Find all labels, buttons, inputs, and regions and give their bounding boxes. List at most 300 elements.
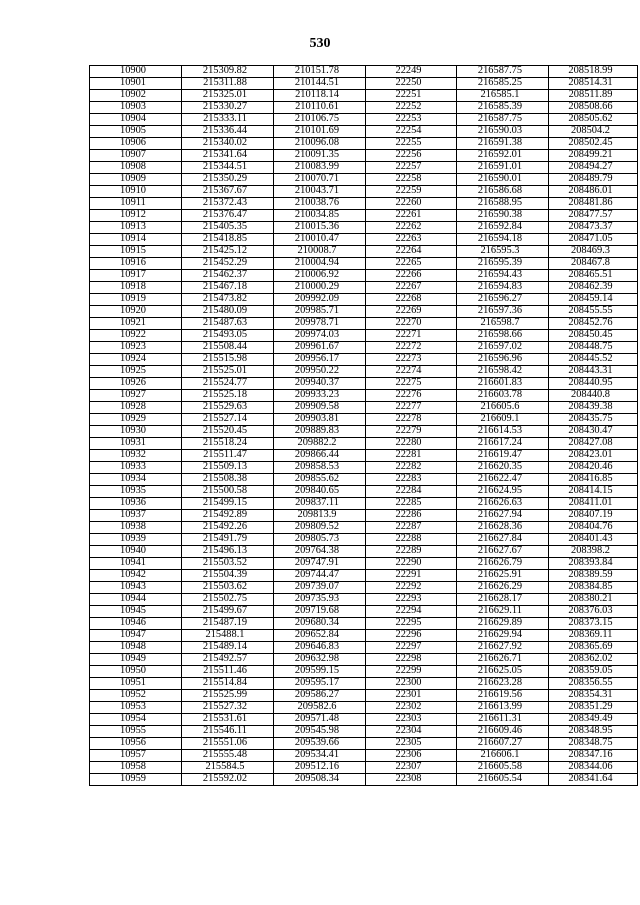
table-cell-point-id: 22278 bbox=[366, 414, 457, 426]
table-cell-y-coordinate: 208344.06 bbox=[549, 762, 638, 774]
table-cell-x-coordinate: 216619.56 bbox=[457, 690, 549, 702]
table-row bbox=[90, 114, 638, 126]
table-row bbox=[90, 258, 638, 270]
table-cell-y-coordinate: 210083.99 bbox=[274, 162, 366, 174]
table-cell-point-id: 10949 bbox=[90, 654, 182, 666]
table-cell-point-id: 22294 bbox=[366, 606, 457, 618]
table-cell-point-id: 10930 bbox=[90, 426, 182, 438]
table-cell-point-id: 22303 bbox=[366, 714, 457, 726]
table-cell-point-id: 22295 bbox=[366, 618, 457, 630]
table-cell-x-coordinate: 215405.35 bbox=[182, 222, 274, 234]
table-cell-y-coordinate: 209595.17 bbox=[274, 678, 366, 690]
table-cell-point-id: 10917 bbox=[90, 270, 182, 282]
table-cell-y-coordinate: 210015.36 bbox=[274, 222, 366, 234]
table-cell-x-coordinate: 215511.47 bbox=[182, 450, 274, 462]
table-cell-x-coordinate: 215503.62 bbox=[182, 582, 274, 594]
table-row bbox=[90, 666, 638, 678]
table-cell-y-coordinate: 210091.35 bbox=[274, 150, 366, 162]
table-cell-x-coordinate: 215504.39 bbox=[182, 570, 274, 582]
table-cell-point-id: 10939 bbox=[90, 534, 182, 546]
table-cell-x-coordinate: 215492.57 bbox=[182, 654, 274, 666]
table-cell-y-coordinate: 208354.31 bbox=[549, 690, 638, 702]
table-cell-x-coordinate: 216601.83 bbox=[457, 378, 549, 390]
table-cell-x-coordinate: 216597.02 bbox=[457, 342, 549, 354]
table-row bbox=[90, 678, 638, 690]
coordinates-table bbox=[89, 65, 638, 786]
table-cell-x-coordinate: 216592.01 bbox=[457, 150, 549, 162]
table-cell-point-id: 22299 bbox=[366, 666, 457, 678]
table-cell-x-coordinate: 215546.11 bbox=[182, 726, 274, 738]
table-row bbox=[90, 210, 638, 222]
table-cell-point-id: 10928 bbox=[90, 402, 182, 414]
table-cell-x-coordinate: 216614.53 bbox=[457, 426, 549, 438]
table-cell-point-id: 10926 bbox=[90, 378, 182, 390]
table-cell-x-coordinate: 215492.26 bbox=[182, 522, 274, 534]
table-cell-x-coordinate: 215344.51 bbox=[182, 162, 274, 174]
table-cell-y-coordinate: 209882.2 bbox=[274, 438, 366, 450]
table-cell-x-coordinate: 215500.58 bbox=[182, 486, 274, 498]
table-cell-x-coordinate: 216594.43 bbox=[457, 270, 549, 282]
table-cell-point-id: 10940 bbox=[90, 546, 182, 558]
table-cell-point-id: 10920 bbox=[90, 306, 182, 318]
table-cell-y-coordinate: 210118.14 bbox=[274, 90, 366, 102]
table-row bbox=[90, 294, 638, 306]
table-row bbox=[90, 90, 638, 102]
table-cell-point-id: 10907 bbox=[90, 150, 182, 162]
table-cell-x-coordinate: 216626.71 bbox=[457, 654, 549, 666]
table-cell-x-coordinate: 215425.12 bbox=[182, 246, 274, 258]
table-cell-x-coordinate: 216607.27 bbox=[457, 738, 549, 750]
table-cell-point-id: 22308 bbox=[366, 774, 457, 786]
table-cell-x-coordinate: 215527.14 bbox=[182, 414, 274, 426]
table-cell-point-id: 10956 bbox=[90, 738, 182, 750]
table-row bbox=[90, 714, 638, 726]
table-cell-point-id: 22298 bbox=[366, 654, 457, 666]
table-cell-point-id: 22305 bbox=[366, 738, 457, 750]
table-cell-x-coordinate: 216605.54 bbox=[457, 774, 549, 786]
table-cell-x-coordinate: 216606.1 bbox=[457, 750, 549, 762]
table-cell-y-coordinate: 210038.76 bbox=[274, 198, 366, 210]
table-cell-y-coordinate: 208347.16 bbox=[549, 750, 638, 762]
table-cell-x-coordinate: 216629.94 bbox=[457, 630, 549, 642]
coordinates-table-body bbox=[90, 66, 638, 786]
table-cell-x-coordinate: 216629.11 bbox=[457, 606, 549, 618]
table-row bbox=[90, 702, 638, 714]
table-cell-point-id: 10914 bbox=[90, 234, 182, 246]
table-cell-point-id: 22259 bbox=[366, 186, 457, 198]
table-cell-y-coordinate: 208404.76 bbox=[549, 522, 638, 534]
table-cell-x-coordinate: 215518.24 bbox=[182, 438, 274, 450]
table-row bbox=[90, 354, 638, 366]
table-row bbox=[90, 378, 638, 390]
table-cell-point-id: 10945 bbox=[90, 606, 182, 618]
table-cell-point-id: 22251 bbox=[366, 90, 457, 102]
table-cell-y-coordinate: 208467.8 bbox=[549, 258, 638, 270]
table-cell-point-id: 22287 bbox=[366, 522, 457, 534]
table-cell-y-coordinate: 208423.01 bbox=[549, 450, 638, 462]
table-row bbox=[90, 462, 638, 474]
table-cell-y-coordinate: 208362.02 bbox=[549, 654, 638, 666]
table-cell-x-coordinate: 216619.47 bbox=[457, 450, 549, 462]
table-row bbox=[90, 594, 638, 606]
table-cell-x-coordinate: 216609.1 bbox=[457, 414, 549, 426]
table-cell-x-coordinate: 216622.47 bbox=[457, 474, 549, 486]
table-cell-y-coordinate: 208435.75 bbox=[549, 414, 638, 426]
table-cell-x-coordinate: 216585.25 bbox=[457, 78, 549, 90]
table-row bbox=[90, 306, 638, 318]
table-cell-y-coordinate: 210070.71 bbox=[274, 174, 366, 186]
table-cell-y-coordinate: 209889.83 bbox=[274, 426, 366, 438]
table-cell-y-coordinate: 208351.29 bbox=[549, 702, 638, 714]
table-cell-point-id: 10936 bbox=[90, 498, 182, 510]
table-cell-point-id: 10902 bbox=[90, 90, 182, 102]
table-cell-y-coordinate: 209940.37 bbox=[274, 378, 366, 390]
table-cell-x-coordinate: 215311.88 bbox=[182, 78, 274, 90]
table-cell-point-id: 22273 bbox=[366, 354, 457, 366]
table-cell-y-coordinate: 209933.23 bbox=[274, 390, 366, 402]
table-cell-y-coordinate: 210110.61 bbox=[274, 102, 366, 114]
table-cell-y-coordinate: 209735.93 bbox=[274, 594, 366, 606]
table-cell-x-coordinate: 215511.46 bbox=[182, 666, 274, 678]
table-cell-x-coordinate: 215340.02 bbox=[182, 138, 274, 150]
table-cell-point-id: 22261 bbox=[366, 210, 457, 222]
table-cell-x-coordinate: 216590.38 bbox=[457, 210, 549, 222]
table-cell-x-coordinate: 216605.58 bbox=[457, 762, 549, 774]
table-cell-x-coordinate: 215487.63 bbox=[182, 318, 274, 330]
table-row bbox=[90, 498, 638, 510]
table-cell-y-coordinate: 208440.95 bbox=[549, 378, 638, 390]
table-cell-x-coordinate: 216629.89 bbox=[457, 618, 549, 630]
table-row bbox=[90, 690, 638, 702]
table-cell-x-coordinate: 216588.95 bbox=[457, 198, 549, 210]
table-cell-y-coordinate: 209534.41 bbox=[274, 750, 366, 762]
table-cell-point-id: 22254 bbox=[366, 126, 457, 138]
table-cell-x-coordinate: 216597.36 bbox=[457, 306, 549, 318]
table-cell-x-coordinate: 215525.99 bbox=[182, 690, 274, 702]
table-cell-y-coordinate: 208416.85 bbox=[549, 474, 638, 486]
table-cell-point-id: 10918 bbox=[90, 282, 182, 294]
table-row bbox=[90, 162, 638, 174]
table-row bbox=[90, 174, 638, 186]
table-cell-x-coordinate: 216609.46 bbox=[457, 726, 549, 738]
table-cell-y-coordinate: 209739.07 bbox=[274, 582, 366, 594]
table-cell-point-id: 22284 bbox=[366, 486, 457, 498]
table-cell-y-coordinate: 209545.98 bbox=[274, 726, 366, 738]
table-row bbox=[90, 654, 638, 666]
table-cell-x-coordinate: 215529.63 bbox=[182, 402, 274, 414]
table-cell-point-id: 22304 bbox=[366, 726, 457, 738]
table-cell-point-id: 22267 bbox=[366, 282, 457, 294]
table-cell-x-coordinate: 216598.42 bbox=[457, 366, 549, 378]
table-cell-x-coordinate: 216587.75 bbox=[457, 114, 549, 126]
table-cell-x-coordinate: 215473.82 bbox=[182, 294, 274, 306]
table-cell-x-coordinate: 215509.13 bbox=[182, 462, 274, 474]
table-cell-point-id: 22275 bbox=[366, 378, 457, 390]
table-cell-y-coordinate: 209961.67 bbox=[274, 342, 366, 354]
table-cell-point-id: 10909 bbox=[90, 174, 182, 186]
table-cell-point-id: 10922 bbox=[90, 330, 182, 342]
table-cell-point-id: 10934 bbox=[90, 474, 182, 486]
table-cell-point-id: 22263 bbox=[366, 234, 457, 246]
table-cell-y-coordinate: 208518.99 bbox=[549, 66, 638, 78]
table-cell-x-coordinate: 216586.68 bbox=[457, 186, 549, 198]
table-cell-y-coordinate: 209539.66 bbox=[274, 738, 366, 750]
table-cell-point-id: 10913 bbox=[90, 222, 182, 234]
table-cell-x-coordinate: 215515.98 bbox=[182, 354, 274, 366]
table-cell-y-coordinate: 209646.83 bbox=[274, 642, 366, 654]
table-row bbox=[90, 738, 638, 750]
table-cell-point-id: 22289 bbox=[366, 546, 457, 558]
table-cell-point-id: 10941 bbox=[90, 558, 182, 570]
table-cell-point-id: 22253 bbox=[366, 114, 457, 126]
table-cell-y-coordinate: 208401.43 bbox=[549, 534, 638, 546]
table-cell-x-coordinate: 216625.91 bbox=[457, 570, 549, 582]
table-cell-point-id: 22296 bbox=[366, 630, 457, 642]
table-cell-x-coordinate: 216591.01 bbox=[457, 162, 549, 174]
table-cell-point-id: 22262 bbox=[366, 222, 457, 234]
table-cell-y-coordinate: 208445.52 bbox=[549, 354, 638, 366]
table-cell-y-coordinate: 208407.19 bbox=[549, 510, 638, 522]
table-cell-x-coordinate: 215502.75 bbox=[182, 594, 274, 606]
table-row bbox=[90, 150, 638, 162]
table-cell-x-coordinate: 215309.82 bbox=[182, 66, 274, 78]
table-cell-y-coordinate: 208393.84 bbox=[549, 558, 638, 570]
table-row bbox=[90, 630, 638, 642]
table-cell-point-id: 10943 bbox=[90, 582, 182, 594]
table-cell-x-coordinate: 216598.66 bbox=[457, 330, 549, 342]
table-cell-point-id: 22257 bbox=[366, 162, 457, 174]
table-cell-x-coordinate: 216627.84 bbox=[457, 534, 549, 546]
table-cell-point-id: 10935 bbox=[90, 486, 182, 498]
table-cell-y-coordinate: 208430.47 bbox=[549, 426, 638, 438]
table-cell-x-coordinate: 215499.15 bbox=[182, 498, 274, 510]
table-cell-point-id: 22302 bbox=[366, 702, 457, 714]
table-cell-y-coordinate: 209680.34 bbox=[274, 618, 366, 630]
table-cell-y-coordinate: 208380.21 bbox=[549, 594, 638, 606]
table-cell-x-coordinate: 216624.95 bbox=[457, 486, 549, 498]
table-cell-x-coordinate: 215514.84 bbox=[182, 678, 274, 690]
table-cell-point-id: 10938 bbox=[90, 522, 182, 534]
table-cell-x-coordinate: 216594.83 bbox=[457, 282, 549, 294]
table-row bbox=[90, 426, 638, 438]
table-cell-point-id: 10904 bbox=[90, 114, 182, 126]
table-cell-point-id: 22286 bbox=[366, 510, 457, 522]
table-cell-y-coordinate: 208356.55 bbox=[549, 678, 638, 690]
table-cell-point-id: 22293 bbox=[366, 594, 457, 606]
table-cell-y-coordinate: 210101.69 bbox=[274, 126, 366, 138]
page-number: 530 bbox=[309, 36, 331, 51]
table-cell-y-coordinate: 210008.7 bbox=[274, 246, 366, 258]
table-cell-point-id: 10908 bbox=[90, 162, 182, 174]
table-cell-x-coordinate: 215520.45 bbox=[182, 426, 274, 438]
table-cell-x-coordinate: 215492.89 bbox=[182, 510, 274, 522]
table-row bbox=[90, 318, 638, 330]
table-cell-y-coordinate: 208348.95 bbox=[549, 726, 638, 738]
table-cell-x-coordinate: 215452.29 bbox=[182, 258, 274, 270]
table-cell-y-coordinate: 209974.03 bbox=[274, 330, 366, 342]
table-cell-point-id: 10910 bbox=[90, 186, 182, 198]
table-cell-point-id: 10950 bbox=[90, 666, 182, 678]
table-cell-point-id: 10912 bbox=[90, 210, 182, 222]
table-row bbox=[90, 450, 638, 462]
table-cell-y-coordinate: 209652.84 bbox=[274, 630, 366, 642]
table-cell-y-coordinate: 208376.03 bbox=[549, 606, 638, 618]
table-cell-point-id: 10954 bbox=[90, 714, 182, 726]
table-cell-point-id: 10905 bbox=[90, 126, 182, 138]
table-cell-x-coordinate: 215527.32 bbox=[182, 702, 274, 714]
table-cell-point-id: 10933 bbox=[90, 462, 182, 474]
table-cell-y-coordinate: 209809.52 bbox=[274, 522, 366, 534]
table-cell-y-coordinate: 208499.21 bbox=[549, 150, 638, 162]
table-cell-y-coordinate: 208359.05 bbox=[549, 666, 638, 678]
table-row bbox=[90, 366, 638, 378]
table-cell-x-coordinate: 216628.36 bbox=[457, 522, 549, 534]
table-cell-y-coordinate: 210010.47 bbox=[274, 234, 366, 246]
table-cell-point-id: 22301 bbox=[366, 690, 457, 702]
table-row bbox=[90, 126, 638, 138]
table-cell-point-id: 22256 bbox=[366, 150, 457, 162]
table-cell-point-id: 10957 bbox=[90, 750, 182, 762]
table-cell-point-id: 10919 bbox=[90, 294, 182, 306]
table-cell-x-coordinate: 216626.29 bbox=[457, 582, 549, 594]
table-cell-y-coordinate: 208427.08 bbox=[549, 438, 638, 450]
table-cell-y-coordinate: 208502.45 bbox=[549, 138, 638, 150]
table-cell-point-id: 10932 bbox=[90, 450, 182, 462]
table-cell-y-coordinate: 208439.38 bbox=[549, 402, 638, 414]
table-cell-y-coordinate: 209632.98 bbox=[274, 654, 366, 666]
table-cell-x-coordinate: 215333.11 bbox=[182, 114, 274, 126]
table-cell-x-coordinate: 215493.05 bbox=[182, 330, 274, 342]
table-cell-y-coordinate: 208504.2 bbox=[549, 126, 638, 138]
table-cell-point-id: 22276 bbox=[366, 390, 457, 402]
table-cell-point-id: 22291 bbox=[366, 570, 457, 582]
table-row bbox=[90, 342, 638, 354]
table-row bbox=[90, 222, 638, 234]
table-cell-x-coordinate: 216603.78 bbox=[457, 390, 549, 402]
table-cell-point-id: 10906 bbox=[90, 138, 182, 150]
table-row bbox=[90, 762, 638, 774]
table-cell-x-coordinate: 215525.01 bbox=[182, 366, 274, 378]
table-cell-x-coordinate: 215467.18 bbox=[182, 282, 274, 294]
table-cell-x-coordinate: 216598.7 bbox=[457, 318, 549, 330]
table-cell-point-id: 22279 bbox=[366, 426, 457, 438]
table-cell-y-coordinate: 208440.8 bbox=[549, 390, 638, 402]
table-cell-x-coordinate: 215491.79 bbox=[182, 534, 274, 546]
table-cell-y-coordinate: 208481.86 bbox=[549, 198, 638, 210]
table-cell-y-coordinate: 208443.31 bbox=[549, 366, 638, 378]
table-cell-x-coordinate: 216620.35 bbox=[457, 462, 549, 474]
table-cell-y-coordinate: 208505.62 bbox=[549, 114, 638, 126]
table-cell-point-id: 22306 bbox=[366, 750, 457, 762]
table-cell-x-coordinate: 215341.64 bbox=[182, 150, 274, 162]
table-row bbox=[90, 402, 638, 414]
table-row bbox=[90, 66, 638, 78]
table-cell-point-id: 10927 bbox=[90, 390, 182, 402]
table-row bbox=[90, 414, 638, 426]
table-cell-x-coordinate: 215487.19 bbox=[182, 618, 274, 630]
table-cell-x-coordinate: 216626.79 bbox=[457, 558, 549, 570]
table-cell-x-coordinate: 216625.05 bbox=[457, 666, 549, 678]
table-cell-y-coordinate: 208398.2 bbox=[549, 546, 638, 558]
table-cell-y-coordinate: 209571.48 bbox=[274, 714, 366, 726]
table-cell-y-coordinate: 208477.57 bbox=[549, 210, 638, 222]
table-cell-point-id: 22285 bbox=[366, 498, 457, 510]
table-cell-y-coordinate: 209805.73 bbox=[274, 534, 366, 546]
table-cell-x-coordinate: 216628.17 bbox=[457, 594, 549, 606]
table-cell-y-coordinate: 209512.16 bbox=[274, 762, 366, 774]
table-cell-point-id: 22307 bbox=[366, 762, 457, 774]
table-cell-point-id: 22292 bbox=[366, 582, 457, 594]
table-cell-point-id: 22268 bbox=[366, 294, 457, 306]
table-cell-y-coordinate: 209950.22 bbox=[274, 366, 366, 378]
table-cell-y-coordinate: 208486.01 bbox=[549, 186, 638, 198]
table-row bbox=[90, 534, 638, 546]
table-cell-point-id: 22265 bbox=[366, 258, 457, 270]
table-cell-y-coordinate: 208465.51 bbox=[549, 270, 638, 282]
table-cell-y-coordinate: 208459.14 bbox=[549, 294, 638, 306]
table-cell-y-coordinate: 210000.29 bbox=[274, 282, 366, 294]
table-cell-y-coordinate: 209992.09 bbox=[274, 294, 366, 306]
table-cell-x-coordinate: 216596.27 bbox=[457, 294, 549, 306]
table-row bbox=[90, 558, 638, 570]
table-cell-x-coordinate: 216626.63 bbox=[457, 498, 549, 510]
table-row bbox=[90, 474, 638, 486]
table-cell-x-coordinate: 215531.61 bbox=[182, 714, 274, 726]
table-cell-point-id: 22255 bbox=[366, 138, 457, 150]
table-cell-y-coordinate: 209985.71 bbox=[274, 306, 366, 318]
table-cell-x-coordinate: 216627.94 bbox=[457, 510, 549, 522]
table-cell-y-coordinate: 208448.75 bbox=[549, 342, 638, 354]
table-cell-point-id: 22281 bbox=[366, 450, 457, 462]
table-cell-point-id: 22290 bbox=[366, 558, 457, 570]
table-row bbox=[90, 330, 638, 342]
table-cell-point-id: 22252 bbox=[366, 102, 457, 114]
table-row bbox=[90, 570, 638, 582]
table-row bbox=[90, 582, 638, 594]
table-cell-point-id: 22272 bbox=[366, 342, 457, 354]
table-cell-y-coordinate: 208494.27 bbox=[549, 162, 638, 174]
table-cell-point-id: 10924 bbox=[90, 354, 182, 366]
table-cell-y-coordinate: 208384.85 bbox=[549, 582, 638, 594]
table-row bbox=[90, 234, 638, 246]
table-row bbox=[90, 510, 638, 522]
table-cell-point-id: 10915 bbox=[90, 246, 182, 258]
table-cell-point-id: 22258 bbox=[366, 174, 457, 186]
table-cell-y-coordinate: 208452.76 bbox=[549, 318, 638, 330]
table-cell-y-coordinate: 209858.53 bbox=[274, 462, 366, 474]
table-cell-x-coordinate: 215418.85 bbox=[182, 234, 274, 246]
table-row bbox=[90, 774, 638, 786]
table-cell-x-coordinate: 215372.43 bbox=[182, 198, 274, 210]
table-cell-point-id: 22282 bbox=[366, 462, 457, 474]
table-cell-y-coordinate: 209840.65 bbox=[274, 486, 366, 498]
table-cell-x-coordinate: 216594.18 bbox=[457, 234, 549, 246]
table-row bbox=[90, 438, 638, 450]
table-cell-x-coordinate: 216587.75 bbox=[457, 66, 549, 78]
table-cell-x-coordinate: 215592.02 bbox=[182, 774, 274, 786]
table-cell-point-id: 22274 bbox=[366, 366, 457, 378]
table-cell-point-id: 10921 bbox=[90, 318, 182, 330]
table-cell-x-coordinate: 215499.67 bbox=[182, 606, 274, 618]
table-row bbox=[90, 618, 638, 630]
table-cell-y-coordinate: 208511.89 bbox=[549, 90, 638, 102]
table-cell-point-id: 10942 bbox=[90, 570, 182, 582]
table-row bbox=[90, 78, 638, 90]
table-cell-x-coordinate: 215508.38 bbox=[182, 474, 274, 486]
table-cell-point-id: 22288 bbox=[366, 534, 457, 546]
table-row bbox=[90, 246, 638, 258]
table-row bbox=[90, 282, 638, 294]
